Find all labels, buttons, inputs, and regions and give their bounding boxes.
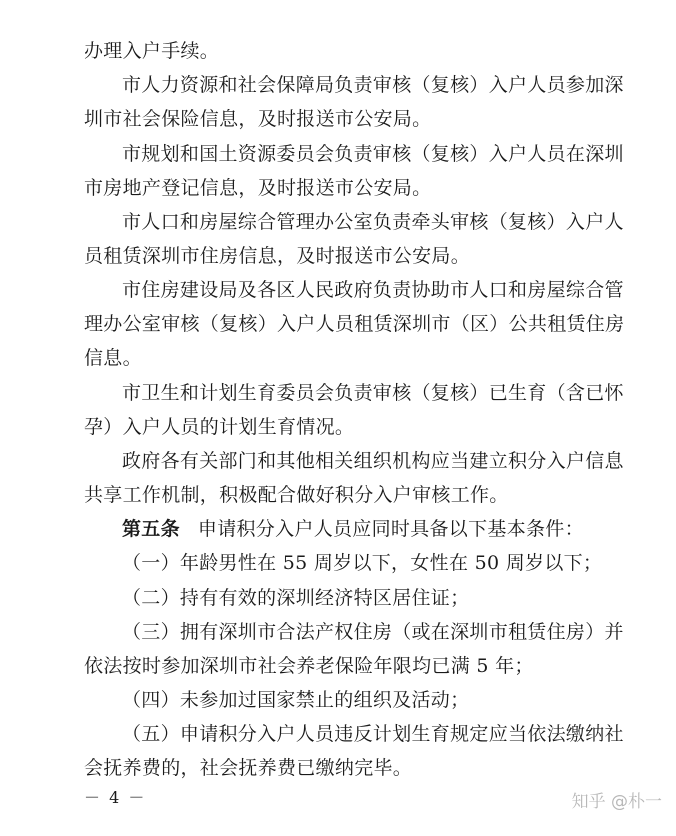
page-number: － 4 － (84, 788, 147, 807)
text-line: 市规划和国土资源委员会负责审核（复核）入户人员在深圳 (122, 143, 624, 165)
text-line: 市房地产登记信息，及时报送市公安局。 (84, 177, 432, 199)
text-line: 孕）入户人员的计划生育情况。 (84, 416, 355, 438)
text-line: 理办公室审核（复核）入户人员租赁深圳市（区）公共租赁住房 (84, 313, 625, 335)
text-line: 员租赁深圳市住房信息，及时报送市公安局。 (84, 245, 471, 267)
condition-item: （三）拥有深圳市合法产权住房（或在深圳市租赁住房）并 (122, 621, 624, 643)
text-line: 信息。 (84, 347, 142, 369)
condition-item-continued: 会抚养费的，社会抚养费已缴纳完毕。 (84, 757, 413, 779)
watermark: 知乎 @朴一 (571, 792, 662, 812)
article-text: 申请积分入户人员应同时具备以下基本条件： (197, 518, 584, 540)
text-line: 市卫生和计划生育委员会负责审核（复核）已生育（含已怀 (122, 382, 624, 404)
text-line: 办理入户手续。 (84, 40, 220, 62)
condition-item-continued: 依法按时参加深圳市社会养老保险年限均已满 5 年； (84, 655, 534, 677)
article-heading (122, 518, 584, 540)
text-line: 市住房建设局及各区人民政府负责协助市人口和房屋综合管 (122, 279, 624, 301)
text-line: 圳市社会保险信息，及时报送市公安局。 (84, 108, 432, 130)
text-line: 市人力资源和社会保障局负责审核（复核）入户人员参加深 (122, 74, 624, 96)
condition-item: （四）未参加过国家禁止的组织及活动； (122, 689, 470, 711)
text-line: 市人口和房屋综合管理办公室负责牵头审核（复核）入户人 (122, 211, 624, 233)
article-number: 第五条 (122, 518, 180, 540)
text-line: 共享工作机制，积极配合做好积分入户审核工作。 (84, 484, 509, 506)
text-line: 政府各有关部门和其他相关组织机构应当建立积分入户信息 (122, 450, 624, 472)
condition-item: （一）年龄男性在 55 周岁以下，女性在 50 周岁以下； (122, 552, 603, 574)
condition-item: （五）申请积分入户人员违反计划生育规定应当依法缴纳社 (122, 723, 624, 745)
condition-item: （二）持有有效的深圳经济特区居住证； (122, 587, 470, 609)
